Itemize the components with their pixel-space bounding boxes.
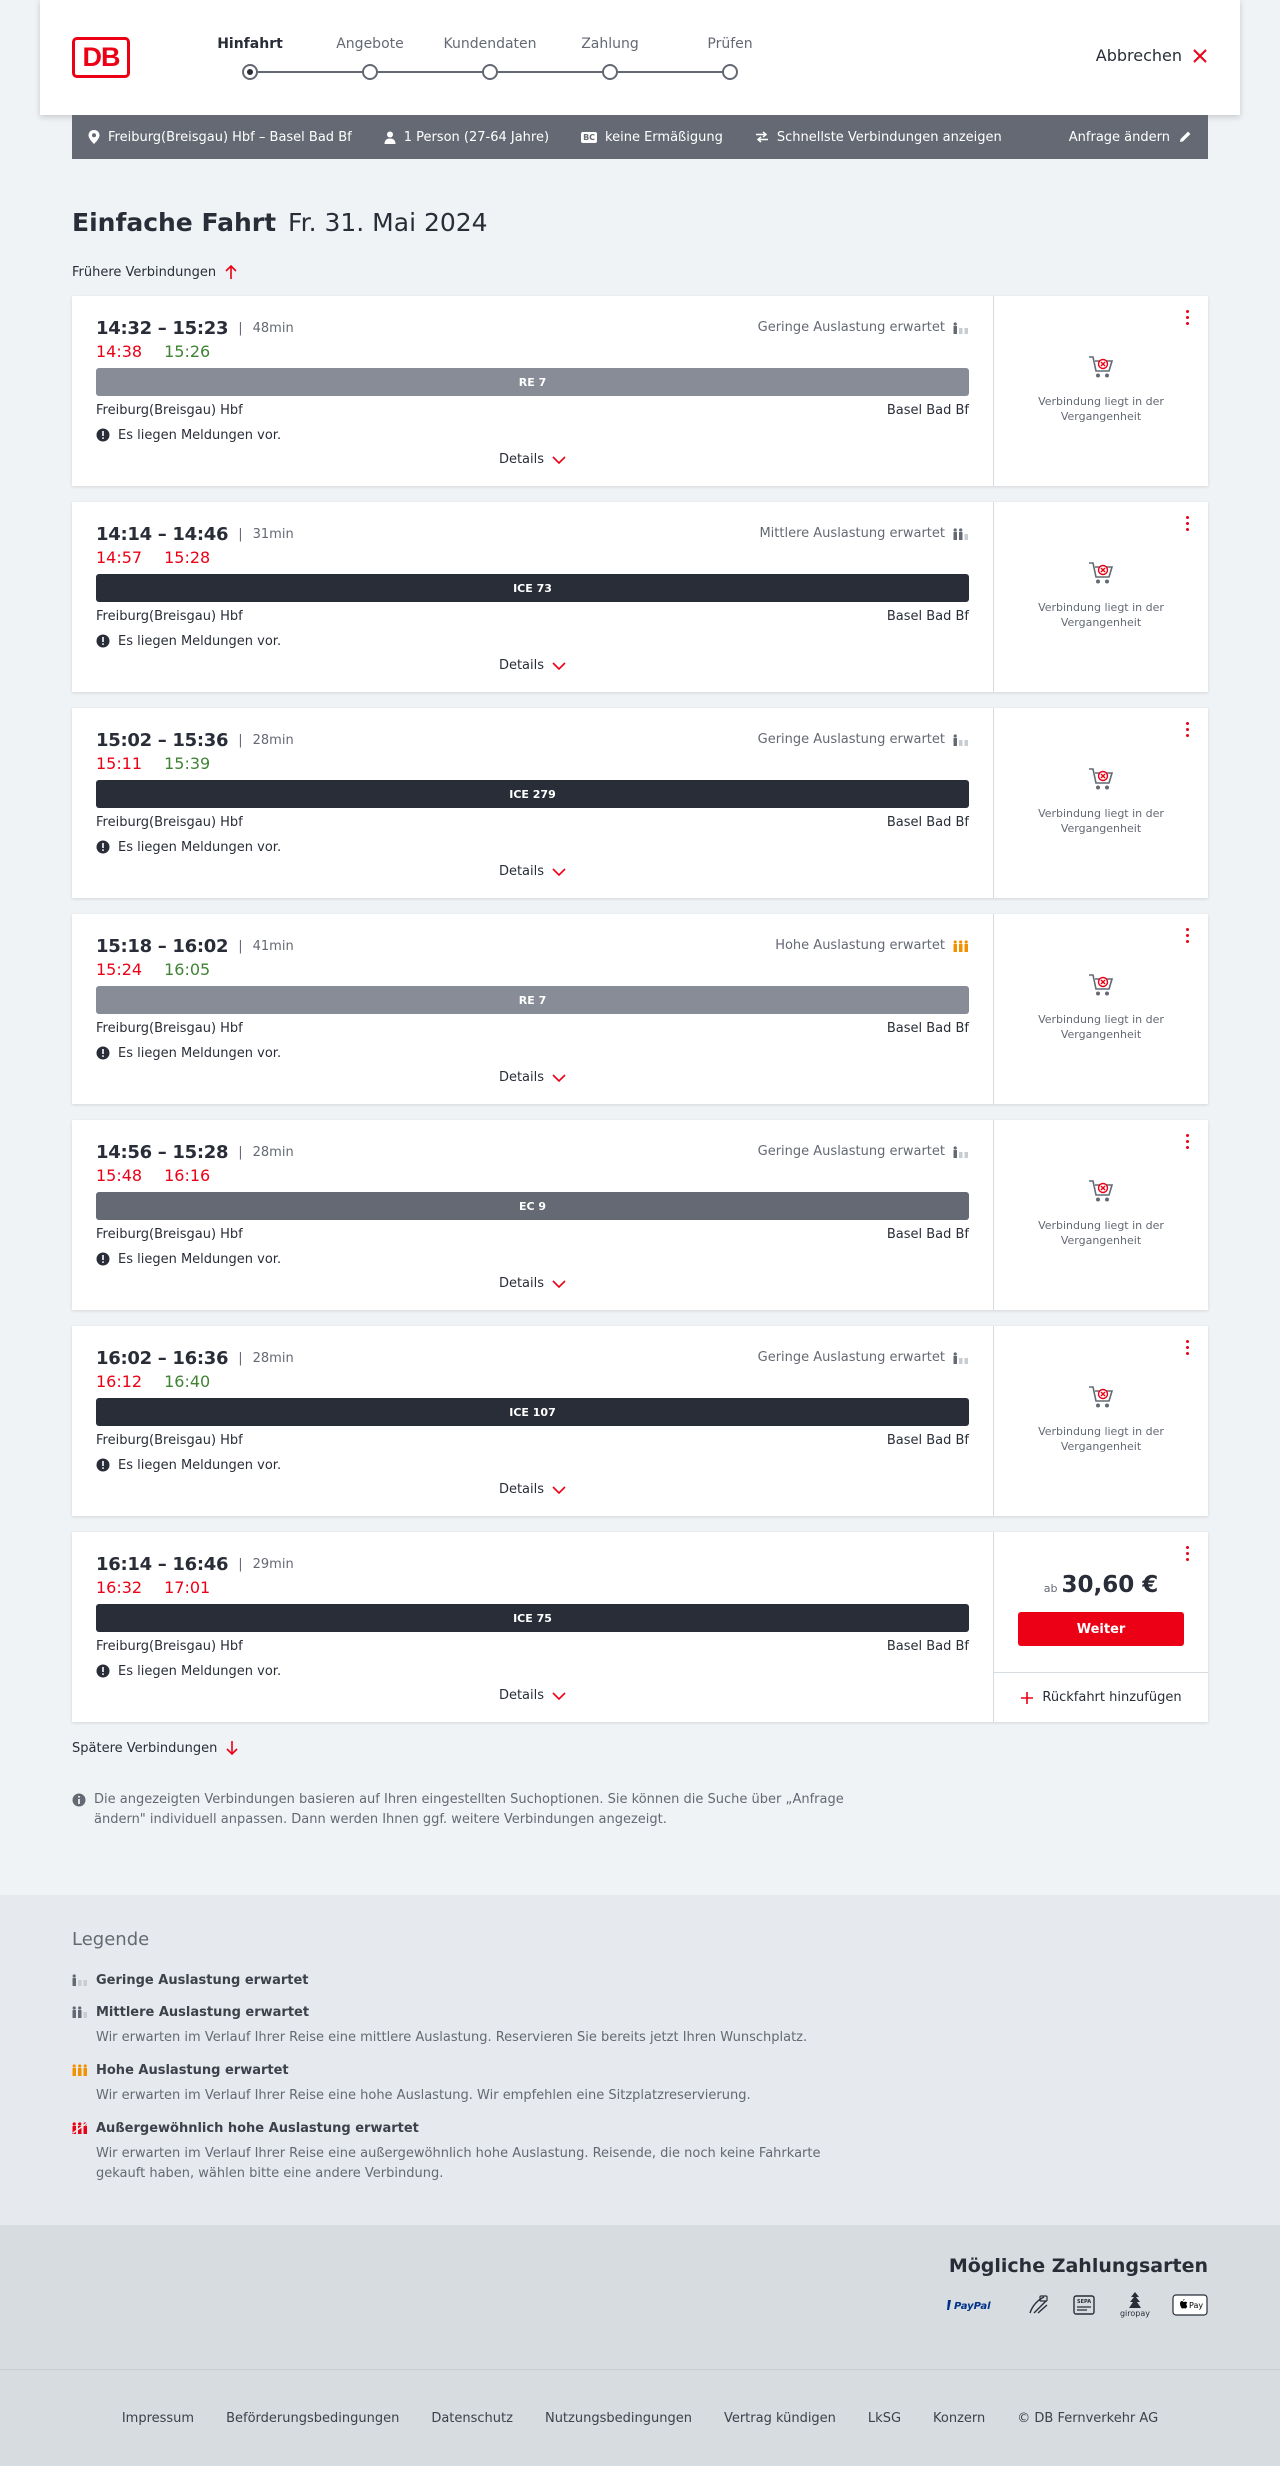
chevron-down-icon xyxy=(552,1485,566,1495)
apple-pay-icon xyxy=(1172,2294,1208,2316)
paypal-logo xyxy=(946,2298,1004,2312)
planned-times-row xyxy=(96,730,294,750)
occupancy-low-icon xyxy=(953,1146,969,1158)
details-label: Details xyxy=(498,1482,545,1497)
cart-disabled-icon xyxy=(1088,560,1114,586)
occupancy-indicator xyxy=(758,732,969,747)
stations xyxy=(96,607,969,627)
step-label: Kundendaten xyxy=(443,36,537,52)
notice-text: Es liegen Meldungen vor. xyxy=(118,839,282,855)
close-icon xyxy=(1192,48,1208,64)
details-toggle[interactable] xyxy=(72,1688,993,1703)
connection-card xyxy=(72,1120,1208,1310)
credit-card-icon xyxy=(1026,2293,1050,2317)
stations xyxy=(96,813,969,833)
connection-info[interactable] xyxy=(72,1120,994,1310)
footer-link-befoerderungsbedingungen[interactable]: Beförderungsbedingungen xyxy=(226,2410,400,2426)
main-content xyxy=(72,160,1208,1830)
train-bar: ICE 107 xyxy=(96,1398,969,1426)
chevron-down-icon xyxy=(552,867,566,877)
legend-item xyxy=(72,2004,1208,2048)
realtime-departure: 15:24 xyxy=(96,960,143,979)
step-dot xyxy=(602,64,618,80)
planned-times: 14:32 – 15:23 xyxy=(96,317,229,339)
realtime-row xyxy=(96,342,210,361)
departure-station: Freiburg(Breisgau) Hbf xyxy=(96,1021,243,1036)
realtime-arrival: 15:26 xyxy=(164,342,211,361)
step-dot xyxy=(722,64,738,80)
occupancy-indicator xyxy=(758,320,969,335)
giropay-label: giropay xyxy=(1119,2309,1150,2318)
stations xyxy=(96,1637,969,1657)
more-options-button[interactable] xyxy=(1182,928,1192,948)
details-toggle[interactable] xyxy=(72,1070,993,1085)
alert-icon xyxy=(96,1046,110,1060)
separator: | xyxy=(238,938,243,954)
alert-icon xyxy=(96,840,110,854)
realtime-row xyxy=(96,548,210,567)
realtime-arrival: 16:16 xyxy=(164,1166,211,1185)
cart-disabled-icon xyxy=(1088,972,1114,998)
planned-times-row xyxy=(96,1142,294,1162)
departure-station: Freiburg(Breisgau) Hbf xyxy=(96,1227,243,1242)
chevron-down-icon xyxy=(552,1073,566,1083)
realtime-row xyxy=(96,960,210,979)
realtime-departure: 15:48 xyxy=(96,1166,143,1185)
details-toggle[interactable] xyxy=(72,864,993,879)
chevron-down-icon xyxy=(552,455,566,465)
connection-info[interactable] xyxy=(72,1532,994,1722)
legend-item-description: Wir erwarten im Verlauf Ihrer Reise eine außergewöhnlich hohe Auslastung. Reisende, die noch keine Fahrkarte gekauft haben, wählen bitte eine andere Verbindung. xyxy=(96,2146,821,2181)
cart-disabled-icon xyxy=(1088,1178,1114,1204)
details-toggle[interactable] xyxy=(72,1276,993,1291)
duration: 48min xyxy=(252,320,294,336)
step-dot xyxy=(482,64,498,80)
page-title: Einfache Fahrt xyxy=(72,208,277,237)
stations xyxy=(96,1019,969,1039)
connection-info[interactable] xyxy=(72,296,994,486)
realtime-arrival: 17:01 xyxy=(164,1578,211,1597)
notice-text: Es liegen Meldungen vor. xyxy=(118,1045,282,1061)
arrival-station: Basel Bad Bf xyxy=(886,1227,969,1242)
more-options-button[interactable] xyxy=(1182,1134,1192,1154)
connection-card xyxy=(72,914,1208,1104)
occupancy-low-icon xyxy=(953,322,969,334)
past-connection-notice xyxy=(994,354,1208,424)
connection-info[interactable] xyxy=(72,708,994,898)
search-info-text: Die angezeigten Verbindungen basieren auf Ihren eingestellten Suchoptionen. Sie können die Suche über „Anfrage ändern" individuell anpassen. Dann werden Ihnen ggf. weitere Verbindungen angezeigt. xyxy=(94,1792,844,1827)
legend-item-title: Mittlere Auslastung erwartet xyxy=(96,2005,310,2020)
details-toggle[interactable] xyxy=(72,452,993,467)
page-heading xyxy=(72,208,1208,240)
occupancy-text: Geringe Auslastung erwartet xyxy=(757,1350,945,1365)
occupancy-indicator xyxy=(759,526,969,541)
passengers-text: 1 Person (27-64 Jahre) xyxy=(403,129,550,145)
train-bar: RE 7 xyxy=(96,986,969,1014)
planned-times: 16:02 – 16:36 xyxy=(96,1347,229,1369)
past-connection-notice xyxy=(994,766,1208,836)
details-label: Details xyxy=(498,658,545,673)
notice-message xyxy=(96,1249,281,1269)
occupancy-exceptional-icon xyxy=(72,2122,88,2134)
more-options-button[interactable] xyxy=(1182,1546,1192,1566)
giropay-icon xyxy=(1120,2291,1150,2318)
departure-station: Freiburg(Breisgau) Hbf xyxy=(96,815,243,830)
duration: 41min xyxy=(252,938,294,954)
arrival-station: Basel Bad Bf xyxy=(886,1433,969,1448)
planned-times: 15:18 – 16:02 xyxy=(96,935,229,957)
notice-message xyxy=(96,425,281,445)
sepa-text: SEPA xyxy=(1076,2298,1092,2305)
occupancy-text: Geringe Auslastung erwartet xyxy=(757,1144,945,1159)
occupancy-text: Geringe Auslastung erwartet xyxy=(757,732,945,747)
chevron-down-icon xyxy=(552,1691,566,1701)
connection-list xyxy=(72,296,1208,1722)
train-bar: ICE 279 xyxy=(96,780,969,808)
notice-message xyxy=(96,631,281,651)
connection-info[interactable] xyxy=(72,502,994,692)
add-return-trip-button[interactable] xyxy=(994,1672,1208,1722)
past-connection-notice xyxy=(994,1384,1208,1454)
step-label: Hinfahrt xyxy=(217,36,283,52)
arrival-station: Basel Bad Bf xyxy=(886,609,969,624)
search-route xyxy=(88,130,352,145)
change-request-label: Anfrage ändern xyxy=(1068,129,1170,145)
realtime-row xyxy=(96,1372,210,1391)
more-options-button[interactable] xyxy=(1182,516,1192,536)
details-label: Details xyxy=(498,1070,545,1085)
arrow-up-icon xyxy=(224,264,238,280)
planned-times: 15:02 – 15:36 xyxy=(96,729,229,751)
notice-text: Es liegen Meldungen vor. xyxy=(118,1457,282,1473)
connection-info[interactable] xyxy=(72,1326,994,1516)
step-zahlung[interactable] xyxy=(555,34,665,80)
price-value: 30,60 € xyxy=(1061,1572,1159,1598)
legend-item-description: Wir erwarten im Verlauf Ihrer Reise eine mittlere Auslastung. Reservieren Sie bereits jetzt Ihren Wunschplatz. xyxy=(96,2030,808,2045)
realtime-arrival: 15:39 xyxy=(164,754,211,773)
price-prefix: ab xyxy=(1043,1582,1058,1595)
legend xyxy=(0,1895,1280,2225)
add-return-trip-label: Rückfahrt hinzufügen xyxy=(1042,1690,1182,1705)
notice-text: Es liegen Meldungen vor. xyxy=(118,633,282,649)
db-logo[interactable]: DB xyxy=(72,37,130,78)
earlier-connections-label: Frühere Verbindungen xyxy=(72,264,217,280)
arrow-down-icon xyxy=(225,1740,239,1756)
details-toggle[interactable] xyxy=(72,658,993,673)
details-label: Details xyxy=(498,1276,545,1291)
alert-icon xyxy=(96,1458,110,1472)
legend-title: Legende xyxy=(72,1929,150,1950)
realtime-departure: 16:12 xyxy=(96,1372,143,1391)
bahncard-icon: BC xyxy=(583,132,596,142)
step-angebote[interactable] xyxy=(315,34,425,80)
connection-card xyxy=(72,1532,1208,1722)
realtime-arrival: 15:28 xyxy=(164,548,211,567)
departure-station: Freiburg(Breisgau) Hbf xyxy=(96,1433,243,1448)
legend-item xyxy=(72,2062,1208,2106)
cart-disabled-icon xyxy=(1088,766,1114,792)
occupancy-medium-icon xyxy=(953,528,969,540)
realtime-arrival: 16:40 xyxy=(164,1372,211,1391)
details-label: Details xyxy=(498,1688,545,1703)
alert-icon xyxy=(96,1252,110,1266)
past-connection-text: Verbindung liegt in der Vergangenheit xyxy=(1038,1219,1164,1247)
search-passengers xyxy=(384,130,549,145)
past-connection-notice xyxy=(994,1178,1208,1248)
connection-card xyxy=(72,708,1208,898)
planned-times-row xyxy=(96,1554,294,1574)
later-connections-link[interactable] xyxy=(72,1738,1208,1758)
past-connection-notice xyxy=(994,560,1208,630)
planned-times: 16:14 – 16:46 xyxy=(96,1553,229,1575)
alert-icon xyxy=(96,428,110,442)
header xyxy=(40,0,1240,115)
details-toggle[interactable] xyxy=(72,1482,993,1497)
cancel-button[interactable] xyxy=(1096,46,1208,65)
info-icon xyxy=(72,1793,86,1807)
planned-times-row xyxy=(96,936,294,956)
separator: | xyxy=(238,1350,243,1366)
step-label: Zahlung xyxy=(581,36,639,52)
payment-methods-title: Mögliche Zahlungsarten xyxy=(948,2255,1208,2277)
connection-card xyxy=(72,502,1208,692)
notice-text: Es liegen Meldungen vor. xyxy=(118,427,282,443)
route-text: Freiburg(Breisgau) Hbf – Basel Bad Bf xyxy=(108,129,352,145)
details-label: Details xyxy=(498,452,545,467)
train-bar: RE 7 xyxy=(96,368,969,396)
past-connection-text: Verbindung liegt in der Vergangenheit xyxy=(1038,1425,1164,1453)
paypal-icon xyxy=(946,2298,1004,2312)
arrival-station: Basel Bad Bf xyxy=(886,815,969,830)
arrival-station: Basel Bad Bf xyxy=(886,1021,969,1036)
legend-item-title: Geringe Auslastung erwartet xyxy=(96,1973,309,1988)
notice-text: Es liegen Meldungen vor. xyxy=(118,1663,282,1679)
departure-station: Freiburg(Breisgau) Hbf xyxy=(96,609,243,624)
cart-disabled-icon xyxy=(1088,354,1114,380)
footer-link-konzern[interactable]: Konzern xyxy=(933,2410,986,2426)
realtime-departure: 14:38 xyxy=(96,342,143,361)
arrival-station: Basel Bad Bf xyxy=(886,1639,969,1654)
paypal-text: PayPal xyxy=(953,2300,991,2312)
realtime-departure: 14:57 xyxy=(96,548,143,567)
occupancy-high-icon xyxy=(953,940,969,952)
chevron-down-icon xyxy=(552,661,566,671)
step-pruefen[interactable] xyxy=(675,34,785,80)
occupancy-text: Mittlere Auslastung erwartet xyxy=(759,526,945,541)
past-connection-notice xyxy=(994,972,1208,1042)
occupancy-low-icon xyxy=(72,1974,88,1986)
footer-link-nutzungsbedingungen[interactable]: Nutzungsbedingungen xyxy=(544,2410,692,2426)
travel-date: Fr. 31. Mai 2024 xyxy=(288,208,488,237)
step-label: Prüfen xyxy=(707,36,753,52)
footer xyxy=(0,2369,1280,2466)
payment-icons xyxy=(946,2291,1208,2318)
sepa-icon xyxy=(1072,2293,1098,2317)
past-connection-text: Verbindung liegt in der Vergangenheit xyxy=(1038,395,1164,423)
booking-panel xyxy=(994,1326,1208,1516)
realtime-row xyxy=(96,1578,210,1597)
realtime-arrival: 16:05 xyxy=(164,960,211,979)
swap-arrows-icon xyxy=(755,131,769,143)
more-options-button[interactable] xyxy=(1182,722,1192,742)
occupancy-text: Hohe Auslastung erwartet xyxy=(775,938,945,953)
occupancy-low-icon xyxy=(953,734,969,746)
notice-message xyxy=(96,1661,281,1681)
cart-disabled-icon xyxy=(1088,1384,1114,1410)
header-region xyxy=(0,0,1280,115)
legend-item-title: Hohe Auslastung erwartet xyxy=(96,2063,289,2078)
footer-link-datenschutz[interactable]: Datenschutz xyxy=(431,2410,513,2426)
step-dot xyxy=(362,64,378,80)
change-request-button[interactable] xyxy=(1069,130,1192,145)
continue-button[interactable]: Weiter xyxy=(1018,1612,1184,1646)
past-connection-text: Verbindung liegt in der Vergangenheit xyxy=(1038,807,1164,835)
past-connection-text: Verbindung liegt in der Vergangenheit xyxy=(1038,1013,1164,1041)
search-discount xyxy=(581,130,723,145)
realtime-departure: 16:32 xyxy=(96,1578,143,1597)
occupancy-indicator xyxy=(775,938,969,953)
apple-pay-text: Pay xyxy=(1189,2300,1204,2310)
train-bar: ICE 73 xyxy=(96,574,969,602)
planned-times-row xyxy=(96,1348,294,1368)
notice-message xyxy=(96,1455,281,1475)
separator: | xyxy=(238,732,243,748)
alert-icon xyxy=(96,634,110,648)
realtime-row xyxy=(96,1166,210,1185)
footer-copyright: © DB Fernverkehr AG xyxy=(1017,2410,1159,2426)
pencil-icon xyxy=(1178,130,1192,144)
person-icon xyxy=(384,131,396,144)
separator: | xyxy=(238,1144,243,1160)
occupancy-indicator xyxy=(758,1350,969,1365)
footer-link-impressum[interactable]: Impressum xyxy=(121,2410,195,2426)
legend-item xyxy=(72,2120,1208,2184)
duration: 28min xyxy=(252,732,294,748)
chevron-down-icon xyxy=(552,1279,566,1289)
step-dot-current xyxy=(242,64,258,80)
notice-message xyxy=(96,837,281,857)
stations xyxy=(96,1225,969,1245)
departure-station: Freiburg(Breisgau) Hbf xyxy=(96,1639,243,1654)
train-bar: ICE 75 xyxy=(96,1604,969,1632)
departure-station: Freiburg(Breisgau) Hbf xyxy=(96,403,243,418)
legend-item xyxy=(72,1972,1208,1990)
past-connection-text: Verbindung liegt in der Vergangenheit xyxy=(1038,601,1164,629)
plus-icon xyxy=(1020,1691,1034,1705)
occupancy-high-icon xyxy=(72,2064,88,2076)
occupancy-text: Geringe Auslastung erwartet xyxy=(757,320,945,335)
separator: | xyxy=(238,526,243,542)
realtime-departure: 15:11 xyxy=(96,754,143,773)
cancel-label: Abbrechen xyxy=(1095,46,1182,65)
earlier-connections-link[interactable] xyxy=(72,262,1208,282)
step-label: Angebote xyxy=(336,36,404,52)
search-option xyxy=(755,130,1002,145)
details-label: Details xyxy=(498,864,545,879)
realtime-row xyxy=(96,754,210,773)
stations xyxy=(96,1431,969,1451)
planned-times-row xyxy=(96,318,294,338)
more-options-button[interactable] xyxy=(1182,310,1192,330)
legend-item-title: Außergewöhnlich hohe Auslastung erwartet xyxy=(96,2121,419,2136)
price xyxy=(994,1572,1208,1598)
planned-times: 14:14 – 14:46 xyxy=(96,523,229,545)
location-pin-icon xyxy=(88,130,100,144)
notice-message xyxy=(96,1043,281,1063)
payment-methods xyxy=(0,2225,1280,2369)
connection-card xyxy=(72,1326,1208,1516)
duration: 29min xyxy=(252,1556,294,1572)
occupancy-low-icon xyxy=(953,1352,969,1364)
alert-icon xyxy=(96,1664,110,1678)
option-text: Schnellste Verbindungen anzeigen xyxy=(776,129,1002,145)
booking-panel xyxy=(994,502,1208,692)
separator: | xyxy=(238,1556,243,1572)
occupancy-indicator xyxy=(758,1144,969,1159)
duration: 31min xyxy=(252,526,294,542)
booking-panel xyxy=(994,914,1208,1104)
footer-link-vertrag-kuendigen[interactable]: Vertrag kündigen xyxy=(723,2410,836,2426)
planned-times-row xyxy=(96,524,294,544)
more-options-button[interactable] xyxy=(1182,1340,1192,1360)
planned-times: 14:56 – 15:28 xyxy=(96,1141,229,1163)
connection-card xyxy=(72,296,1208,486)
booking-panel xyxy=(994,708,1208,898)
later-connections-label: Spätere Verbindungen xyxy=(72,1740,218,1756)
arrival-station: Basel Bad Bf xyxy=(886,403,969,418)
notice-text: Es liegen Meldungen vor. xyxy=(118,1251,282,1267)
train-bar: EC 9 xyxy=(96,1192,969,1220)
search-info-note xyxy=(72,1790,852,1830)
footer-link-lksg[interactable]: LkSG xyxy=(867,2410,902,2426)
search-summary-bar xyxy=(72,115,1208,159)
duration: 28min xyxy=(252,1350,294,1366)
connection-info[interactable] xyxy=(72,914,994,1104)
separator: | xyxy=(238,320,243,336)
progress-steps xyxy=(210,34,770,84)
legend-item-description: Wir erwarten im Verlauf Ihrer Reise eine hohe Auslastung. Wir empfehlen eine Sitzplatzreservierung. xyxy=(96,2088,751,2103)
duration: 28min xyxy=(252,1144,294,1160)
occupancy-medium-icon xyxy=(72,2006,88,2018)
step-kundendaten[interactable] xyxy=(435,34,545,80)
booking-panel xyxy=(994,1120,1208,1310)
discount-text: keine Ermäßigung xyxy=(605,129,723,145)
booking-panel xyxy=(994,1532,1208,1722)
step-hinfahrt[interactable] xyxy=(195,34,305,80)
stations xyxy=(96,401,969,421)
booking-panel xyxy=(994,296,1208,486)
